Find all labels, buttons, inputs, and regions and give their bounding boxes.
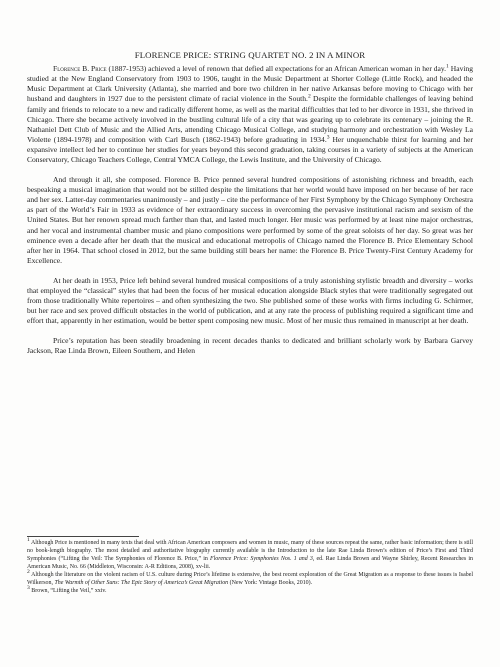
footnote-2-text-b: (New York: Vintage Books, 2010). [228,580,313,586]
footnote-2-title: The Warmth of Other Suns: The Epic Story of America’s Great Migration [54,580,229,586]
paragraph-3: At her death in 1953, Price left behind several hundred musical compositions of a truly astonishing stylistic breadth and diversity – works that employed the “classical” styles that had been the focus of her musical education alongside Black styles that were traditionally segregated out from those traditionally White repertoires – and often synthesizing the two. She published some of these works with firms including G. Schirmer, but her race and sex proved difficult obstacles in the world of publication, and at any rate the process of publishing required a significant time and effort that, apparently in her estimation, would be better spent composing new music. Most of her music thus remained in manuscript at her death. [27,275,473,326]
footnote-ref-1[interactable]: 1 [446,63,449,70]
footnote-ref-2[interactable]: 2 [307,93,311,100]
footnote-3-text: Brown, “Lifting the Veil,” xxiv. [29,588,107,594]
footnote-divider [27,536,139,537]
paragraph-4: Price’s reputation has been steadily broadening in recent decades thanks to dedicated and brilliant scholarly work by Barbara Garvey Jackson, Rae Linda Brown, Eileen Southern, and Helen [27,335,473,355]
footnote-2 [27,571,473,587]
footnote-1-mark: 1 [27,537,30,544]
footnote-ref-3[interactable]: 3 [326,134,330,141]
footnote-2-text-a: Although the literature on the violent racism of U.S. culture during Price’s lifetime is extensive, the best recent exploration of the Great Migration as a response to these issues is Isabel Wilkerson, [27,572,473,586]
paragraph-1-text-b: Having studied at the New England Conservatory from 1903 to 1906, taught in the Music Department at Shorter College (Little Rock), and headed the Music Department at Clark University (Atlanta), she married and bore two children in her native Arkansas before moving to Chicago with her husband and daughters in 1927 due to the persistent climate of racial violence in the South. [27,64,473,104]
paragraph-2: And through it all, she composed. Florence B. Price penned several hundred compositions of astonishing richness and breadth, each bespeaking a musical imagination that would not be stilled despite the limitations that her world would have imposed on her because of her race and her sex. Latter-day commentaries unanimously – and justly – cite the performance of her First Symphony by the Chicago Symphony Orchestra as part of the World’s Fair in 1933 as evidence of her extraordinary success in overcoming the pervasive institutional racism and sexism of the United States. But her renown spread much farther than that, and lasted much longer. Her music was performed by at least nine major orchestras, and her vocal and instrumental chamber music and piano compositions were performed by some of the great soloists of her day. So great was her eminence even a decade after her death that the musical and educational metropolis of Chicago named the Florence B. Price Elementary School after her in 1964. That school closed in 2012, but the same building still bears her name: the Florence B. Price Twenty-First Century Academy for Excellence. [27,174,473,266]
author-name: Florence B. Price [53,64,107,73]
paragraph-1-text-c: Despite the formidable challenges of leaving behind family and friends to relocate to a new and radically different home, as well as the marital difficulties that led to her divorce in 1931, she thrived in Chicago. There she became actively involved in the bustling cultural life of a city that was gearing up to celebrate its centenary – joining the R. Nathaniel Dett Club of Music and the Allied Arts, attending Chicago Musical College, and studying harmony and orchestration with Wesley La Violette (1894-1978) and composition with Carl Busch (1862-1943) before graduating in 1934. [27,94,473,145]
document-title: FLORENCE PRICE: STRING QUARTET NO. 2 IN A MINOR [134,50,366,60]
footnote-2-mark: 2 [27,569,30,576]
footnote-1 [27,539,473,571]
body-text [27,64,473,365]
footnote-3-mark: 3 [27,585,30,592]
paragraph-1 [27,64,473,166]
footnote-1-text-b: , ed. Rae Linda Brown and Wayne Shirley, Recent Researches in American Music, No. 66 (Middleton, Wisconsin: A-R Editions, 2008), xv-lii. [27,556,474,570]
footnotes [27,539,473,595]
footnote-3 [27,587,473,595]
paragraph-1-text-d: Her unquenchable thirst for learning and her expansive intellect led her to continue her studies for years beyond this second graduation, taking courses in a variety of subjects at the American Conservatory, Chicago Teachers College, Central YMCA College, the Lewis Institute, and the University of Chicago. [27,135,473,165]
footnote-1-text-a: Although Price is mentioned in many texts that deal with African American composers and women in music, many of these sources repeat the same, rather basic information; there is still no book-length biography. The most detailed and authoritative biography currently available is the Introduction to the late Rae Linda Brown’s edition of Price’s First and Third Symphonies (“Lifting the Veil: The Symphonies of Florence B. Price,” in [27,540,473,562]
paragraph-1-text-a: (1887-1953) achieved a level of renown that defied all expectations for an African American woman in her day. [106,64,447,73]
footnote-1-title: Florence Price: Symphonies Nos. 1 and 3 [210,556,313,562]
